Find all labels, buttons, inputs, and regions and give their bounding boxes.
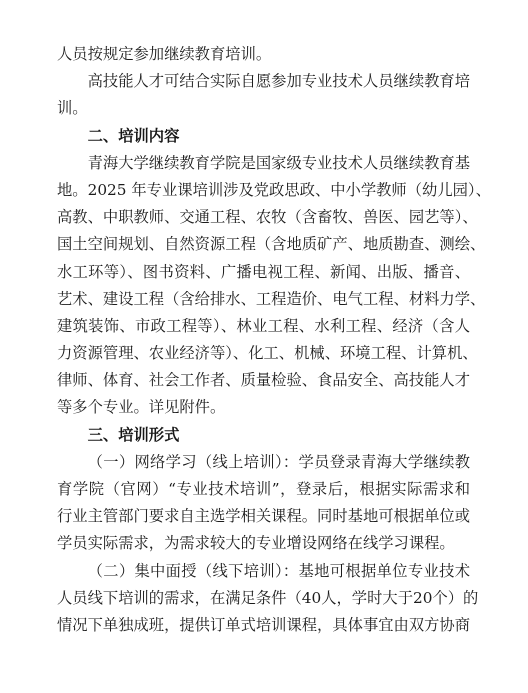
text-line: 律师、体育、社会工作者、质量检验、食品安全、高技能人才 [57, 371, 471, 390]
text-line: 高教、中职教师、交通工程、农牧（含畜牧、兽医、园艺等）、 [57, 208, 478, 227]
text-line: 学员实际需求，为需求较大的专业增设网络在线学习课程。 [57, 534, 455, 553]
text-line: 训。 [57, 99, 88, 118]
text-line: 高技能人才可结合实际自愿参加专业技术人员继续教育培 [87, 72, 471, 91]
text-line: （二）集中面授（线下培训）：基地可根据单位专业技术 [87, 561, 470, 580]
section-heading-training-format: 三、培训形式 [87, 425, 180, 444]
text-line: 水工环等）、图书资料、广播电视工程、新闻、出版、播音、 [57, 262, 470, 281]
text-line: 地。2025 年专业课培训涉及党政思政、中小学教师（幼儿园）、 [57, 180, 491, 199]
text-line: 行业主管部门要求自主选学相关课程。同时基地可根据单位或 [57, 507, 471, 526]
text-line: 育学院（官网）“专业技术培训”，登录后，根据实际需求和 [57, 480, 470, 498]
paragraph-online-learning [57, 449, 470, 558]
text-line: 人员按规定参加继续教育培训。 [57, 45, 272, 63]
text-line: 建筑装饰、市政工程等）、林业工程、水利工程、经济（含人 [57, 316, 470, 335]
text-line: 等多个专业。详见附件。 [57, 398, 226, 417]
document-body [57, 41, 491, 639]
paragraph-high-skill [57, 68, 470, 122]
text-line: 青海大学继续教育学院是国家级专业技术人员继续教育基 [87, 153, 471, 172]
text-line: （一）网络学习（线上培训）：学员登录青海大学继续教 [87, 452, 470, 471]
text-line: 力资源管理、农业经济等）、化工、机械、环境工程、计算机、 [57, 344, 478, 363]
text-line: 情况下单独成班，提供订单式培训课程，具体事宜由双方协商 [57, 615, 471, 634]
text-line: 艺术、建设工程（含给排水、工程造价、电气工程、材料力学、 [57, 289, 486, 308]
text-line: 国土空间规划、自然资源工程（含地质矿产、地质勘查、测绘、 [57, 235, 486, 254]
paragraph-training-content [57, 150, 491, 422]
text-line: 人员线下培训的需求，在满足条件（40人，学时大于20个）的 [57, 588, 479, 607]
paragraph-offline-training [57, 558, 479, 640]
paragraph-continuation [57, 41, 470, 68]
section-heading-training-content: 二、培训内容 [87, 126, 180, 145]
